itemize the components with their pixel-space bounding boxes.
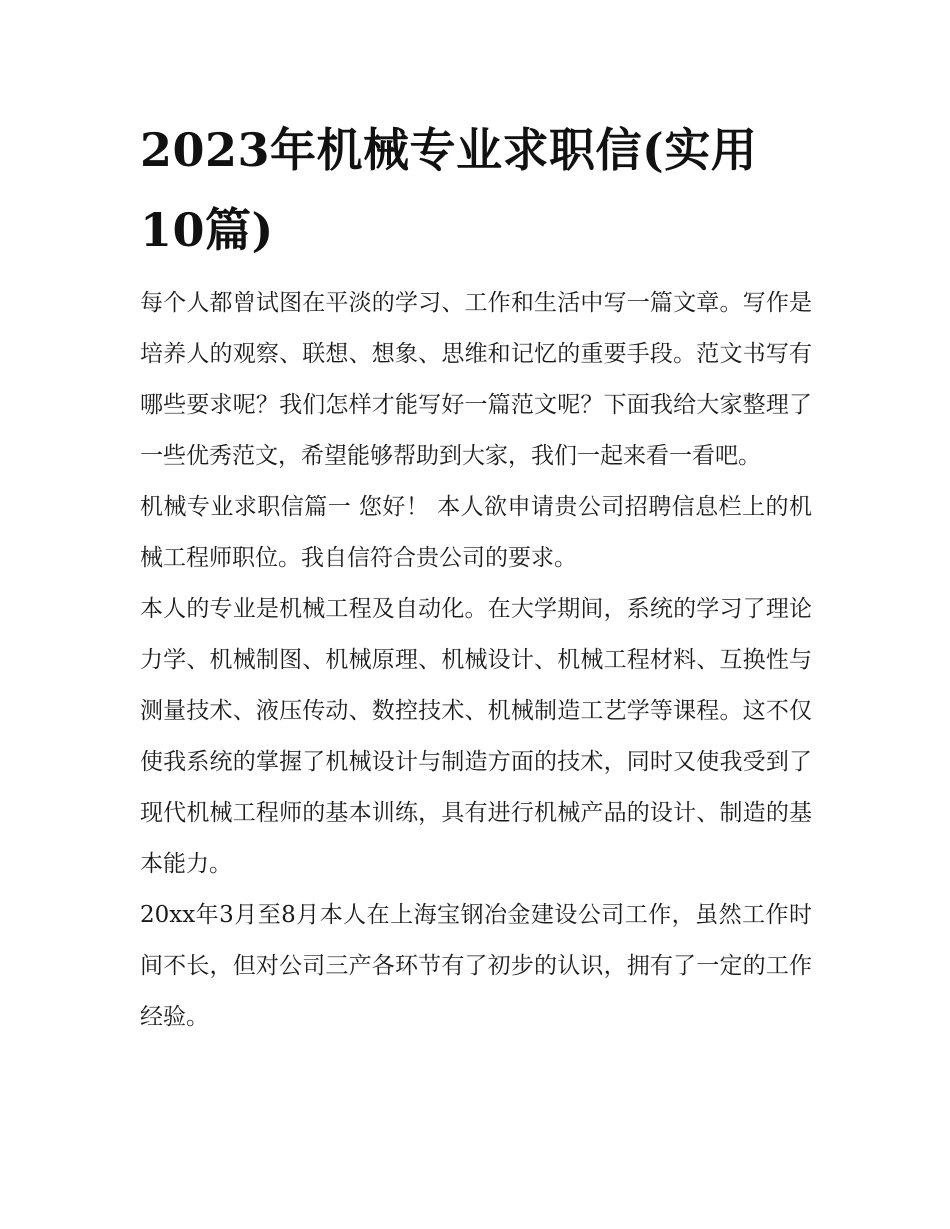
document-title: 2023年机械专业求职信(实用10篇) [140,123,758,257]
letter-opening-paragraph: 机械专业求职信篇一 您好！ 本人欲申请贵公司招聘信息栏上的机械工程师职位。我自信符合贵公司的要求。 [140,494,812,571]
work-experience-paragraph: 20xx年3月至8月本人在上海宝钢冶金建设公司工作，虽然工作时间不长，但对公司三产各环节有了初步的认识，拥有了一定的工作经验。 [140,902,812,1030]
intro-paragraph: 每个人都曾试图在平淡的学习、工作和生活中写一篇文章。写作是培养人的观察、联想、想象、思维和记忆的重要手段。范文书写有哪些要求呢？我们怎样才能写好一篇范文呢？下面我给大家整理了一些优秀范文，希望能够帮助到大家，我们一起来看一看吧。 [140,290,812,469]
education-paragraph: 本人的专业是机械工程及自动化。在大学期间，系统的学习了理论力学、机械制图、机械原理、机械设计、机械工程材料、互换性与测量技术、液压传动、数控技术、机械制造工艺学等课程。这不仅使我系统的掌握了机械设计与制造方面的技术，同时又使我受到了现代机械工程师的基本训练，具有进行机械产品的设计、制造的基本能力。 [140,596,812,877]
document-body [140,278,812,1043]
